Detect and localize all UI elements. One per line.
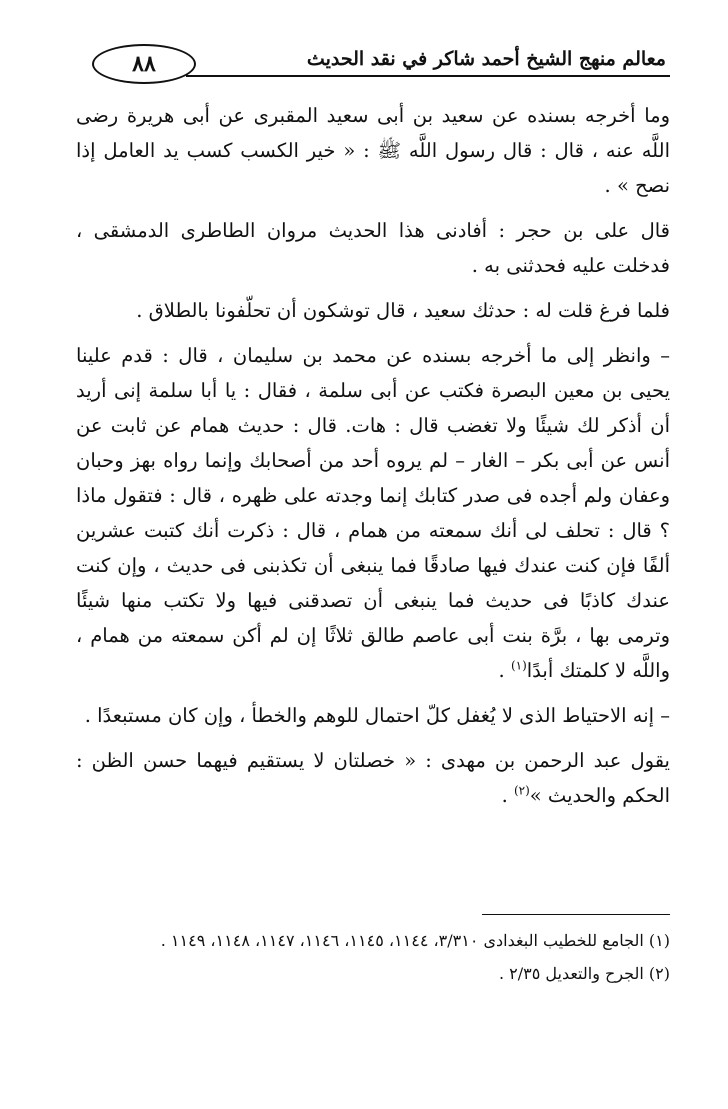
page-number: ٨٨	[92, 44, 196, 84]
paragraph-text: – إنه الاحتياط الذى لا يُغفل كلّ احتمال للوهم والخطأ ، وإن كان مستبعدًا .	[84, 704, 670, 727]
page-header	[70, 30, 670, 90]
footnotes	[76, 924, 670, 990]
paragraph	[76, 98, 670, 203]
paragraph	[76, 743, 670, 813]
paragraph	[76, 293, 670, 328]
footnote: (١) الجامع للخطيب البغدادى ٣/٣١٠، ١١٤٤، ١١٤٥، ١١٤٦، ١١٤٧، ١١٤٨، ١١٤٩ .	[160, 931, 670, 950]
paragraph-text: – وانظر إلى ما أخرجه بسنده عن محمد بن سليمان ، قال : قدم علينا يحيى بن معين البصرة فكتب عن أبى سلمة ، فقال : يا أبا سلمة إنى أريد أن أذكر لك شيئًا ولا تغضب قال : هات. قال : حديث همام عن ثابت عن أنس عن أبى بكر – الغار – لم يروه أحد من أصحابك وإنما رواه بهز وحبان وعفان ولم أجده فى صدر كتابك إنما وجدته على ظهره ، قال : فتقول ماذا ؟ قال : تحلف لى أنك سمعته من همام ، قال : ذكرت أنك كتبت عشرين ألفًا فإن كنت عندك فيها صادقًا فما ينبغى أن تكذبنى فى حديث ، وإن كنت عندك كاذبًا فى حديث فما ينبغى أن تصدقنى فيها ولا تكتب منها شيئًا وترمى بها ، برَّة بنت أبى عاصم طالق ثلاثًا إن لم أكن سمعته من همام ، واللَّه لا كلمتك أبدًا	[76, 344, 670, 682]
paragraph-text: يقول عبد الرحمن بن مهدى : « خصلتان لا يستقيم فيهما حسن الظن : الحكم والحديث »	[76, 749, 670, 807]
footnote-ref: (١)	[510, 658, 527, 673]
paragraph	[76, 213, 670, 283]
paragraph	[76, 338, 670, 688]
paragraph-tail: .	[501, 784, 514, 807]
paragraph	[76, 698, 670, 733]
paragraph-tail: .	[498, 659, 511, 682]
running-title: معالم منهج الشيخ أحمد شاكر في نقد الحديث	[306, 48, 666, 70]
main-text	[76, 98, 670, 823]
paragraph-text: وما أخرجه بسنده عن سعيد بن أبى سعيد المقبرى عن أبى هريرة رضى اللَّه عنه ، قال : قال رسول اللَّه ﷺ : « خير الكسب كسب يد العامل إذا نصح » .	[76, 104, 670, 197]
footnote-ref: (٢)	[513, 783, 530, 798]
header-rule	[186, 75, 670, 77]
paragraph-text: فلما فرغ قلت له : حدثك سعيد ، قال توشكون أن تحلّفونا بالطلاق .	[136, 299, 670, 322]
footnote-separator	[482, 914, 670, 915]
paragraph-text: قال على بن حجر : أفادنى هذا الحديث مروان الطاطرى الدمشقى ، فدخلت عليه فحدثنى به .	[76, 219, 670, 277]
footnote: (٢) الجرح والتعديل ٢/٣٥ .	[498, 964, 670, 983]
